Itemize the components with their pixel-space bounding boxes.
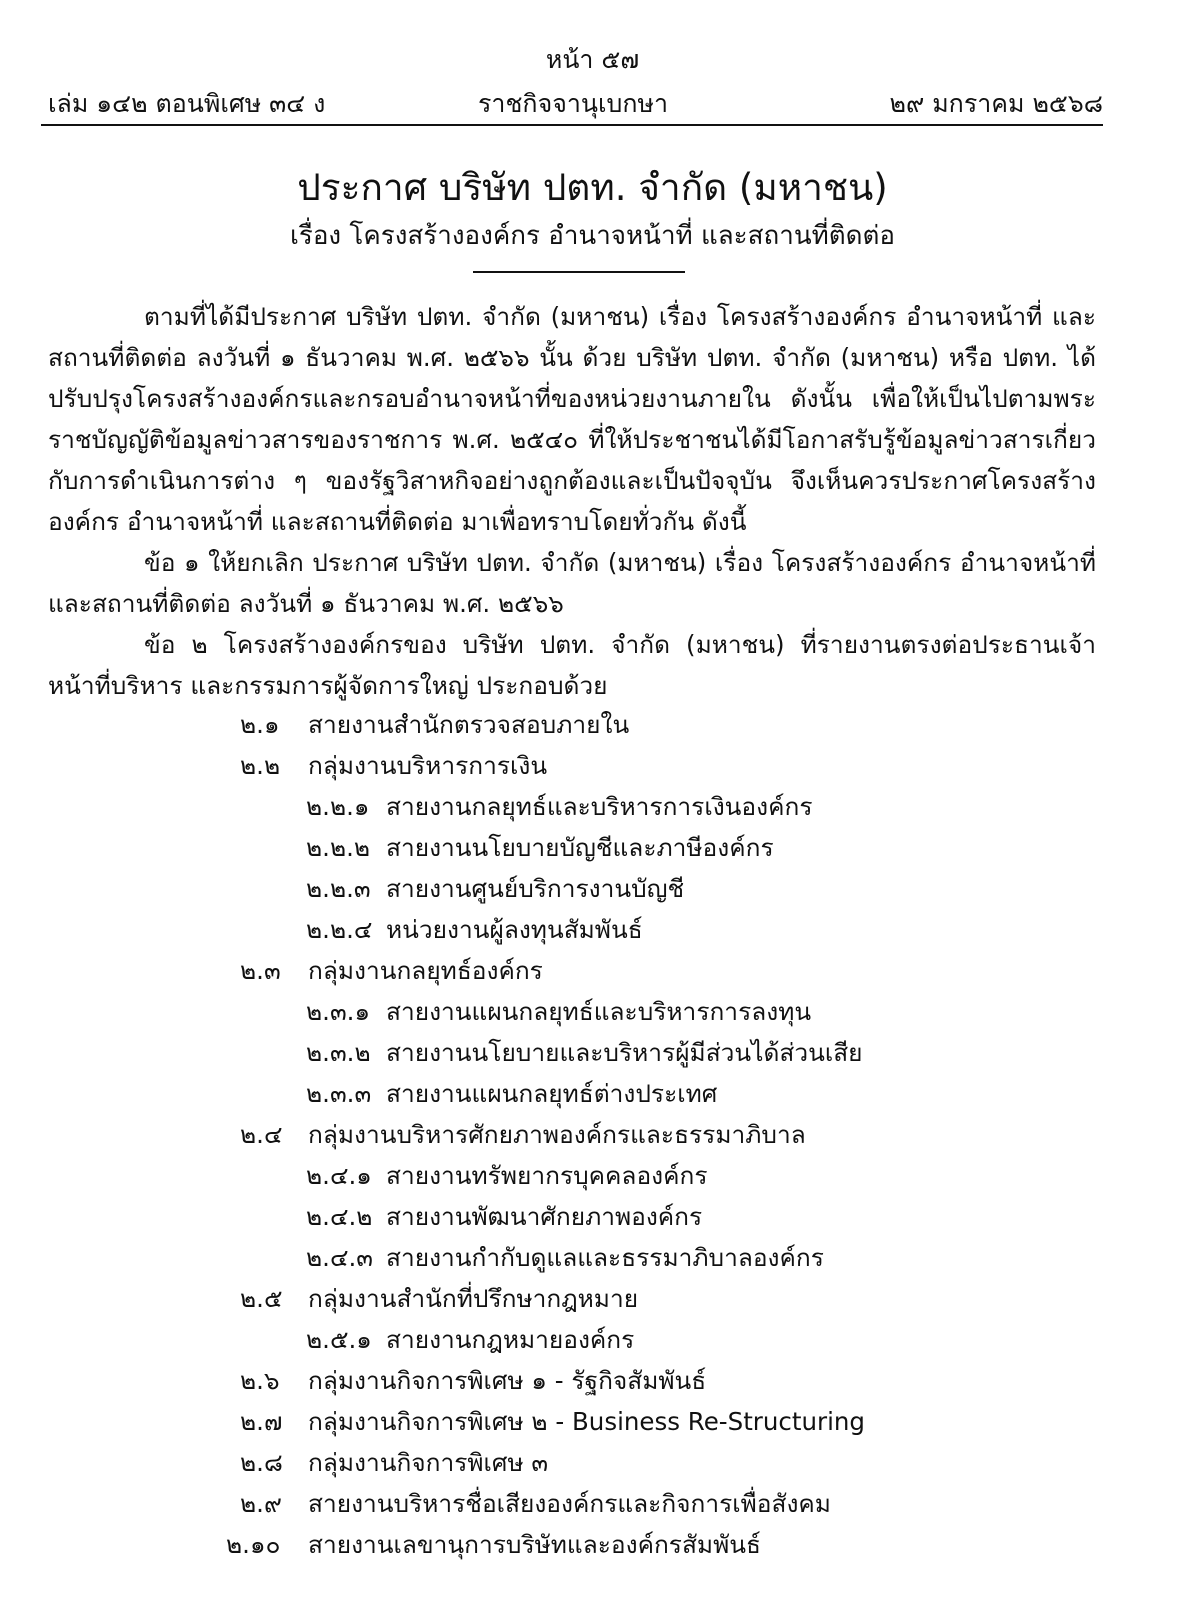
gazette-date: ๒๙ มกราคม ๒๕๖๘ bbox=[889, 89, 1103, 118]
item-text: สายงานศูนย์บริการงานบัญชี bbox=[386, 874, 685, 903]
item-text: สายงานกลยุทธ์และบริหารการเงินองค์กร bbox=[386, 792, 813, 821]
list-item bbox=[240, 1279, 638, 1318]
title-rule bbox=[473, 271, 685, 273]
item-number: ๒.๒.๓ bbox=[306, 874, 371, 903]
item-text: สายงานสำนักตรวจสอบภายใน bbox=[308, 710, 630, 739]
item-text: กลุ่มงานกิจการพิเศษ ๑ - รัฐกิจสัมพันธ์ bbox=[308, 1366, 707, 1395]
item-text: สายงานนโยบายบัญชีและภาษีองค์กร bbox=[386, 833, 774, 862]
list-item bbox=[306, 1156, 708, 1195]
item-text: สายงานเลขานุการบริษัทและองค์กรสัมพันธ์ bbox=[308, 1530, 761, 1559]
item-text: สายงานกฎหมายองค์กร bbox=[386, 1325, 635, 1354]
list-item bbox=[306, 869, 684, 908]
item-text: หน่วยงานผู้ลงทุนสัมพันธ์ bbox=[386, 915, 643, 944]
item-number: ๒.๑ bbox=[240, 710, 280, 739]
item-number: ๒.๕.๑ bbox=[306, 1325, 372, 1354]
paragraph-preamble: ตามที่ได้มีประกาศ บริษัท ปตท. จำกัด (มหาชน) เรื่อง โครงสร้างองค์กร อำนาจหน้าที่ และสถานที่ติดต่อ ลงวันที่ ๑ ธันวาคม พ.ศ. ๒๕๖๖ นั้น ด้วย บริษัท ปตท. จำกัด (มหาชน) หรือ ปตท. ได้ปรับปรุงโครงสร้างองค์กรและกรอบอำนาจหน้าที่ของหน่วยงานภายใน ดังนั้น เพื่อให้เป็นไปตามพระราชบัญญัติข้อมูลข่าวสารของราชการ พ.ศ. ๒๕๔๐ ที่ให้ประชาชนได้มีโอกาสรับรู้ข้อมูลข่าวสารเกี่ยวกับการดำเนินการต่าง ๆ ของรัฐวิสาหกิจอย่างถูกต้องและเป็นปัจจุบัน จึงเห็นควรประกาศโครงสร้างองค์กร อำนาจหน้าที่ และสถานที่ติดต่อ มาเพื่อทราบโดยทั่วกัน ดังนี้ bbox=[48, 302, 1096, 536]
gazette-name: ราชกิจจานุเบกษา bbox=[478, 89, 669, 118]
list-item bbox=[240, 746, 547, 785]
item-number: ๒.๒ bbox=[240, 751, 281, 780]
item-text: กลุ่มงานกิจการพิเศษ ๓ bbox=[308, 1448, 549, 1477]
page-number: หน้า ๕๗ bbox=[545, 45, 640, 74]
list-item bbox=[306, 1238, 824, 1277]
list-item bbox=[240, 1402, 865, 1441]
item-number: ๒.๔.๒ bbox=[306, 1202, 373, 1231]
list-item bbox=[240, 1115, 806, 1154]
item-text: สายงานแผนกลยุทธ์ต่างประเทศ bbox=[386, 1079, 718, 1108]
announcement-subject: เรื่อง โครงสร้างองค์กร อำนาจหน้าที่ และสถานที่ติดต่อ bbox=[289, 221, 896, 251]
list-item bbox=[306, 1033, 863, 1072]
item-text: กลุ่มงานกิจการพิเศษ ๒ - Business Re-Structuring bbox=[308, 1407, 865, 1436]
list-item bbox=[306, 1320, 634, 1359]
item-number: ๒.๙ bbox=[240, 1489, 282, 1518]
item-number: ๒.๔.๓ bbox=[306, 1243, 374, 1272]
list-item bbox=[306, 910, 643, 949]
list-item bbox=[306, 1074, 717, 1113]
item-number: ๒.๓ bbox=[240, 956, 281, 985]
item-number: ๒.๕ bbox=[240, 1284, 283, 1313]
item-number: ๒.๗ bbox=[240, 1407, 283, 1436]
item-number: ๒.๔.๑ bbox=[306, 1161, 372, 1190]
item-number: ๒.๘ bbox=[240, 1448, 283, 1477]
list-item bbox=[306, 828, 774, 867]
list-item bbox=[306, 1197, 702, 1236]
item-number: ๒.๓.๓ bbox=[306, 1079, 372, 1108]
item-number: ๒.๓.๒ bbox=[306, 1038, 371, 1067]
item-number: ๒.๓.๑ bbox=[306, 997, 371, 1026]
list-item bbox=[240, 1361, 706, 1400]
announcement-title: ประกาศ บริษัท ปตท. จำกัด (มหาชน) bbox=[297, 166, 888, 209]
announcement-body bbox=[48, 296, 1096, 706]
list-item bbox=[306, 992, 811, 1031]
list-item bbox=[240, 705, 629, 744]
item-number: ๒.๖ bbox=[240, 1366, 280, 1395]
list-item bbox=[226, 1525, 761, 1564]
paragraph-clause-2: ข้อ ๒ โครงสร้างองค์กรของ บริษัท ปตท. จำกัด (มหาชน) ที่รายงานตรงต่อประธานเจ้าหน้าที่บริหาร และกรรมการผู้จัดการใหญ่ ประกอบด้วย bbox=[48, 630, 1096, 700]
item-text: กลุ่มงานบริหารการเงิน bbox=[308, 751, 548, 780]
item-number: ๒.๒.๔ bbox=[306, 915, 373, 944]
item-text: สายงานบริหารชื่อเสียงองค์กรและกิจการเพื่อสังคม bbox=[308, 1489, 831, 1518]
item-text: สายงานนโยบายและบริหารผู้มีส่วนได้ส่วนเสีย bbox=[386, 1038, 863, 1067]
list-item bbox=[240, 1443, 548, 1482]
item-text: กลุ่มงานกลยุทธ์องค์กร bbox=[308, 956, 543, 985]
item-number: ๒.๒.๑ bbox=[306, 792, 370, 821]
item-number: ๒.๒.๒ bbox=[306, 833, 371, 862]
item-text: สายงานแผนกลยุทธ์และบริหารการลงทุน bbox=[386, 997, 812, 1026]
item-text: กลุ่มงานบริหารศักยภาพองค์กรและธรรมาภิบาล bbox=[308, 1120, 806, 1149]
item-text: สายงานพัฒนาศักยภาพองค์กร bbox=[386, 1202, 703, 1231]
item-text: สายงานทรัพยากรบุคคลองค์กร bbox=[386, 1161, 708, 1190]
item-text: กลุ่มงานสำนักที่ปรึกษากฎหมาย bbox=[308, 1284, 639, 1313]
paragraph-clause-1: ข้อ ๑ ให้ยกเลิก ประกาศ บริษัท ปตท. จำกัด (มหาชน) เรื่อง โครงสร้างองค์กร อำนาจหน้าที่ และสถานที่ติดต่อ ลงวันที่ ๑ ธันวาคม พ.ศ. ๒๕๖๖ bbox=[48, 548, 1096, 618]
item-number: ๒.๔ bbox=[240, 1120, 283, 1149]
gazette-volume: เล่ม ๑๔๒ ตอนพิเศษ ๓๔ ง bbox=[48, 89, 326, 118]
list-item bbox=[306, 787, 812, 826]
item-number: ๒.๑๐ bbox=[226, 1530, 281, 1559]
header-rule bbox=[41, 124, 1103, 126]
list-item bbox=[240, 1484, 831, 1523]
item-text: สายงานกำกับดูแลและธรรมาภิบาลองค์กร bbox=[386, 1243, 824, 1272]
list-item bbox=[240, 951, 543, 990]
